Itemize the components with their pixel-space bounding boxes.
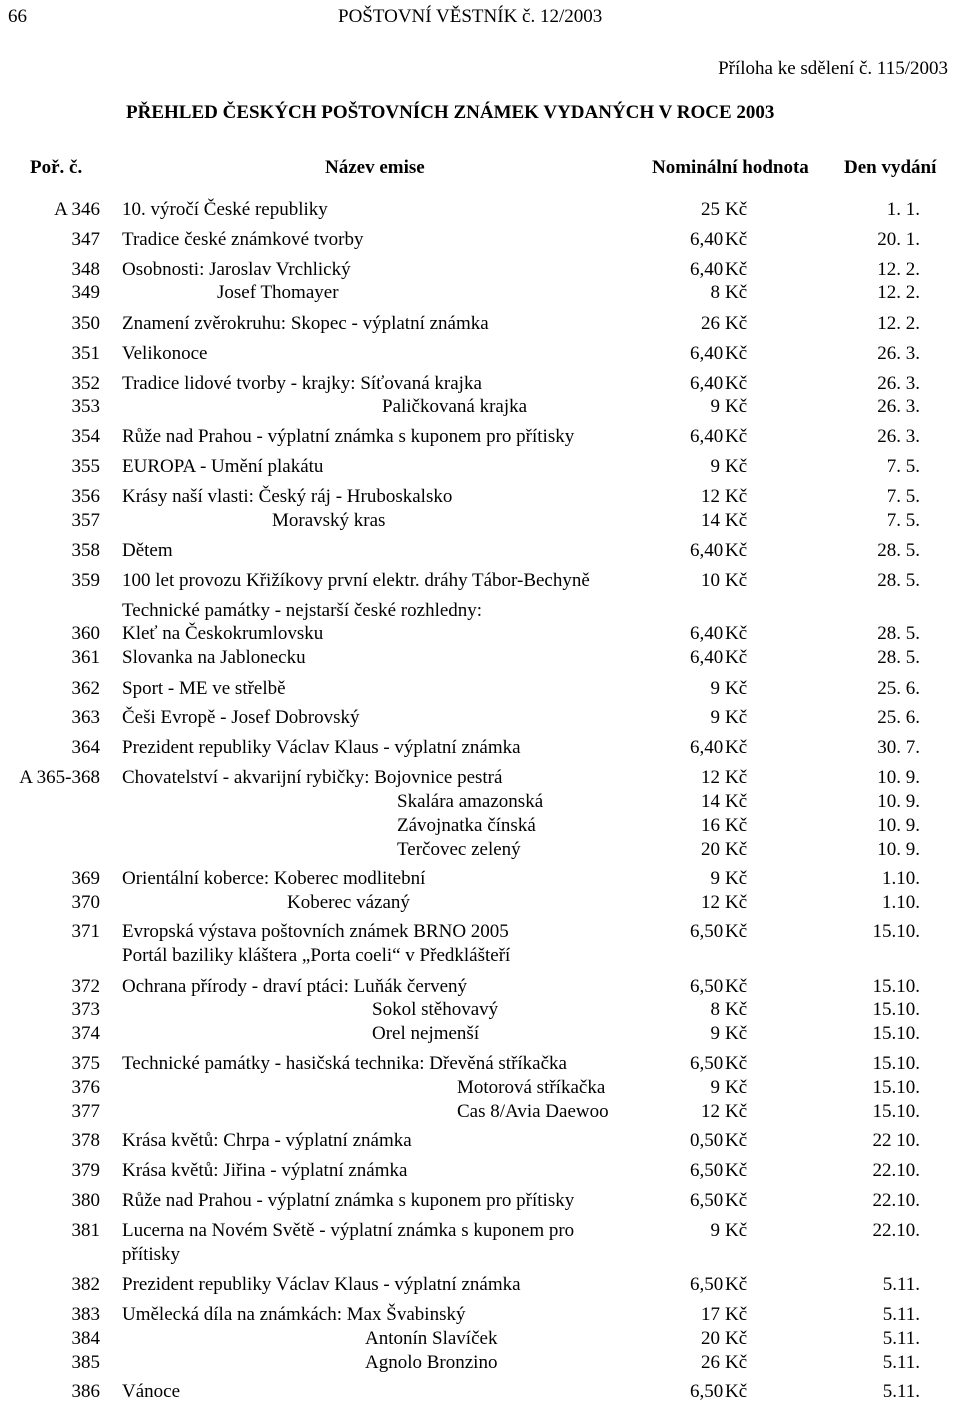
row-issue-date: 7. 5. (886, 510, 920, 531)
row-nominal-value: 6,40 (690, 623, 724, 644)
row-number: 361 (71, 647, 100, 668)
row-nominal-value: 6,50 (690, 1053, 724, 1074)
table-row (0, 1130, 960, 1152)
row-nominal-value: 14 (701, 510, 720, 531)
row-number: 385 (71, 1352, 100, 1373)
row-number: 381 (71, 1220, 100, 1241)
row-issue-date: 12. 2. (877, 282, 920, 303)
row-currency: Kč (725, 1274, 748, 1295)
row-issue-date: 20. 1. (877, 229, 920, 250)
row-issue-name: Ochrana přírody - draví ptáci: Luňák červený (122, 976, 468, 997)
table-row (0, 510, 960, 532)
table-row (0, 839, 960, 861)
row-currency: Kč (725, 486, 748, 507)
row-issue-name: 100 let provozu Křižíkovy první elektr. dráhy Tábor-Bechyně (122, 570, 590, 591)
row-issue-name: Osobnosti: Jaroslav Vrchlický (122, 259, 351, 280)
row-number: 382 (71, 1274, 100, 1295)
column-header-number: Poř. č. (30, 157, 83, 178)
row-issue-date: 5.11. (882, 1381, 920, 1402)
row-currency: Kč (725, 1077, 748, 1098)
row-nominal-value: 6,50 (690, 1274, 724, 1295)
row-issue-name: Růže nad Prahou - výplatní známka s kuponem pro přítisky (122, 1190, 575, 1211)
row-nominal-value: 6,50 (690, 1190, 724, 1211)
row-number: 377 (71, 1101, 100, 1122)
journal-title: POŠTOVNÍ VĚSTNÍK č. 12/2003 (338, 6, 603, 27)
row-number: 352 (71, 373, 100, 394)
row-number: 378 (71, 1130, 100, 1151)
row-nominal-value: 6,40 (690, 373, 724, 394)
row-number: 358 (71, 540, 100, 561)
row-nominal-value: 6,40 (690, 259, 724, 280)
row-nominal-value: 10 (701, 570, 720, 591)
row-issue-name: Tradice české známkové tvorby (122, 229, 364, 250)
row-nominal-value: 6,40 (690, 426, 724, 447)
row-currency: Kč (725, 426, 748, 447)
row-issue-name: Orientální koberce: Koberec modlitební (122, 868, 426, 889)
row-issue-date: 28. 5. (877, 570, 920, 591)
row-currency: Kč (725, 199, 748, 220)
table-row (0, 678, 960, 700)
row-issue-name: Sokol stěhovavý (372, 999, 499, 1020)
row-number: 375 (71, 1053, 100, 1074)
row-issue-date: 22.10. (872, 1190, 920, 1211)
row-currency: Kč (725, 1190, 748, 1211)
row-nominal-value: 14 (701, 791, 720, 812)
row-issue-name: Znamení zvěrokruhu: Skopec - výplatní známka (122, 313, 489, 334)
row-number: 363 (71, 707, 100, 728)
table-row (0, 486, 960, 508)
row-nominal-value: 12 (701, 767, 720, 788)
row-issue-date: 12. 2. (877, 259, 920, 280)
row-nominal-value: 12 (701, 486, 720, 507)
row-issue-date: 5.11. (882, 1328, 920, 1349)
row-issue-date: 7. 5. (886, 456, 920, 477)
row-issue-name: Vánoce (122, 1381, 181, 1402)
row-currency: Kč (725, 1160, 748, 1181)
row-number: 355 (71, 456, 100, 477)
row-nominal-value: 9 (710, 1220, 720, 1241)
row-issue-name: Krása květů: Jiřina - výplatní známka (122, 1160, 408, 1181)
row-number: 359 (71, 570, 100, 591)
row-issue-date: 26. 3. (877, 426, 920, 447)
row-nominal-value: 8 (710, 999, 720, 1020)
row-currency: Kč (725, 1352, 748, 1373)
column-header-name: Název emise (325, 157, 425, 178)
table-row (0, 313, 960, 335)
table-row (0, 767, 960, 789)
row-currency: Kč (725, 229, 748, 250)
table-row (0, 426, 960, 448)
row-currency: Kč (725, 343, 748, 364)
table-row (0, 1077, 960, 1099)
row-currency: Kč (725, 976, 748, 997)
row-currency: Kč (725, 623, 748, 644)
row-issue-name: Růže nad Prahou - výplatní známka s kuponem pro přítisky (122, 426, 575, 447)
row-currency: Kč (725, 282, 748, 303)
row-issue-date: 25. 6. (877, 678, 920, 699)
row-issue-date: 5.11. (882, 1274, 920, 1295)
table-row (0, 1220, 960, 1242)
row-issue-date: 25. 6. (877, 707, 920, 728)
row-currency: Kč (725, 1304, 748, 1325)
row-issue-name: Cas 8/Avia Daewoo (457, 1101, 609, 1122)
row-currency: Kč (725, 1023, 748, 1044)
row-nominal-value: 16 (701, 815, 720, 836)
row-issue-date: 10. 9. (877, 791, 920, 812)
row-nominal-value: 12 (701, 892, 720, 913)
row-number: 370 (71, 892, 100, 913)
row-issue-date: 22 10. (872, 1130, 920, 1151)
table-row (0, 1274, 960, 1296)
row-number: 354 (71, 426, 100, 447)
row-number: 349 (71, 282, 100, 303)
row-issue-name: Moravský kras (272, 510, 386, 531)
row-issue-name: Prezident republiky Václav Klaus - výplatní známka (122, 737, 521, 758)
row-number: 356 (71, 486, 100, 507)
row-issue-name: Agnolo Bronzino (365, 1352, 498, 1373)
table-row (0, 737, 960, 759)
table-row (0, 945, 960, 967)
row-currency: Kč (725, 707, 748, 728)
table-row (0, 282, 960, 304)
table-row (0, 343, 960, 365)
row-currency: Kč (725, 839, 748, 860)
row-issue-date: 15.10. (872, 1077, 920, 1098)
table-row (0, 1328, 960, 1350)
row-issue-name: 10. výročí České republiky (122, 199, 328, 220)
row-issue-name: Chovatelství - akvarijní rybičky: Bojovnice pestrá (122, 767, 503, 788)
table-row (0, 815, 960, 837)
row-issue-name: Češi Evropě - Josef Dobrovský (122, 707, 360, 728)
row-number: 383 (71, 1304, 100, 1325)
row-number: 360 (71, 623, 100, 644)
row-issue-date: 15.10. (872, 1053, 920, 1074)
row-issue-name: Krása květů: Chrpa - výplatní známka (122, 1130, 412, 1151)
row-nominal-value: 6,50 (690, 1381, 724, 1402)
row-number: 351 (71, 343, 100, 364)
row-currency: Kč (725, 678, 748, 699)
row-number: 379 (71, 1160, 100, 1181)
row-nominal-value: 8 (710, 282, 720, 303)
attachment-reference: Příloha ke sdělení č. 115/2003 (718, 58, 948, 79)
row-issue-date: 28. 5. (877, 540, 920, 561)
column-header-value: Nominální hodnota (652, 157, 809, 178)
row-number: 357 (71, 510, 100, 531)
table-row (0, 1023, 960, 1045)
row-issue-date: 10. 9. (877, 815, 920, 836)
table-row (0, 921, 960, 943)
row-issue-date: 1.10. (882, 892, 920, 913)
row-issue-name: Dětem (122, 540, 173, 561)
row-issue-name: Paličkovaná krajka (382, 396, 528, 417)
row-nominal-value: 0,50 (690, 1130, 724, 1151)
row-currency: Kč (725, 313, 748, 334)
row-issue-name: Kleť na Českokrumlovsku (122, 623, 324, 644)
row-issue-date: 26. 3. (877, 373, 920, 394)
document-title: PŘEHLED ČESKÝCH POŠTOVNÍCH ZNÁMEK VYDANÝCH V ROCE 2003 (126, 102, 775, 123)
row-issue-name: Orel nejmenší (372, 1023, 480, 1044)
row-number: 371 (71, 921, 100, 942)
row-nominal-value: 9 (710, 868, 720, 889)
table-row (0, 1352, 960, 1374)
row-issue-date: 5.11. (882, 1304, 920, 1325)
row-number: 380 (71, 1190, 100, 1211)
row-nominal-value: 17 (701, 1304, 720, 1325)
row-currency: Kč (725, 791, 748, 812)
table-row (0, 623, 960, 645)
row-issue-date: 26. 3. (877, 343, 920, 364)
table-row (0, 1160, 960, 1182)
row-currency: Kč (725, 647, 748, 668)
row-issue-date: 30. 7. (877, 737, 920, 758)
row-currency: Kč (725, 815, 748, 836)
row-issue-name: Terčovec zelený (397, 839, 521, 860)
row-issue-name: Tradice lidové tvorby - krajky: Síťovaná krajka (122, 373, 482, 394)
row-issue-date: 22.10. (872, 1160, 920, 1181)
row-issue-date: 15.10. (872, 921, 920, 942)
row-issue-name: Velikonoce (122, 343, 208, 364)
table-row (0, 707, 960, 729)
row-number: A 365-368 (19, 767, 100, 788)
row-issue-name: přítisky (122, 1244, 181, 1265)
row-issue-date: 12. 2. (877, 313, 920, 334)
row-number: 362 (71, 678, 100, 699)
table-row (0, 1244, 960, 1266)
row-issue-date: 10. 9. (877, 839, 920, 860)
row-currency: Kč (725, 1101, 748, 1122)
row-issue-date: 10. 9. (877, 767, 920, 788)
table-row (0, 570, 960, 592)
row-number: A 346 (54, 199, 100, 220)
row-nominal-value: 9 (710, 1023, 720, 1044)
row-issue-date: 1.10. (882, 868, 920, 889)
row-issue-date: 7. 5. (886, 486, 920, 507)
row-nominal-value: 9 (710, 707, 720, 728)
row-number: 350 (71, 313, 100, 334)
row-number: 384 (71, 1328, 100, 1349)
row-currency: Kč (725, 999, 748, 1020)
table-row (0, 791, 960, 813)
row-issue-date: 22.10. (872, 1220, 920, 1241)
row-number: 386 (71, 1381, 100, 1402)
row-issue-date: 15.10. (872, 1023, 920, 1044)
row-issue-date: 15.10. (872, 999, 920, 1020)
row-number: 353 (71, 396, 100, 417)
row-issue-name: Slovanka na Jablonecku (122, 647, 306, 668)
row-issue-name: Motorová stříkačka (457, 1077, 606, 1098)
row-nominal-value: 6,50 (690, 1160, 724, 1181)
row-number: 347 (71, 229, 100, 250)
row-issue-date: 15.10. (872, 1101, 920, 1122)
row-currency: Kč (725, 892, 748, 913)
row-nominal-value: 9 (710, 1077, 720, 1098)
row-issue-name: Josef Thomayer (217, 282, 339, 303)
row-issue-name: Krásy naší vlasti: Český ráj - Hruboskalsko (122, 486, 453, 507)
row-number: 374 (71, 1023, 100, 1044)
row-number: 348 (71, 259, 100, 280)
row-nominal-value: 6,50 (690, 976, 724, 997)
row-nominal-value: 12 (701, 1101, 720, 1122)
row-number: 373 (71, 999, 100, 1020)
row-currency: Kč (725, 510, 748, 531)
table-row (0, 1053, 960, 1075)
row-issue-date: 28. 5. (877, 623, 920, 644)
row-nominal-value: 6,40 (690, 229, 724, 250)
table-row (0, 229, 960, 251)
row-currency: Kč (725, 570, 748, 591)
row-nominal-value: 20 (701, 1328, 720, 1349)
row-nominal-value: 9 (710, 678, 720, 699)
row-currency: Kč (725, 1328, 748, 1349)
row-issue-name: Evropská výstava poštovních známek BRNO 2005 (122, 921, 509, 942)
row-nominal-value: 6,40 (690, 540, 724, 561)
row-nominal-value: 6,40 (690, 343, 724, 364)
row-issue-name: Umělecká díla na známkách: Max Švabinský (122, 1304, 466, 1325)
table-row (0, 540, 960, 562)
row-issue-name: Technické památky - hasičská technika: Dřevěná stříkačka (122, 1053, 567, 1074)
row-issue-name: Koberec vázaný (287, 892, 410, 913)
table-row (0, 1190, 960, 1212)
row-nominal-value: 6,40 (690, 737, 724, 758)
table-row (0, 600, 960, 622)
row-issue-name: Sport - ME ve střelbě (122, 678, 286, 699)
row-currency: Kč (725, 868, 748, 889)
row-issue-name: Technické památky - nejstarší české rozhledny: (122, 600, 483, 621)
row-nominal-value: 25 (701, 199, 720, 220)
row-nominal-value: 9 (710, 456, 720, 477)
row-issue-date: 26. 3. (877, 396, 920, 417)
row-nominal-value: 9 (710, 396, 720, 417)
row-currency: Kč (725, 456, 748, 477)
row-issue-name: Závojnatka čínská (397, 815, 536, 836)
row-nominal-value: 6,40 (690, 647, 724, 668)
row-currency: Kč (725, 767, 748, 788)
page-number: 66 (8, 6, 27, 27)
row-nominal-value: 20 (701, 839, 720, 860)
row-issue-date: 1. 1. (886, 199, 920, 220)
row-currency: Kč (725, 373, 748, 394)
row-issue-date: 28. 5. (877, 647, 920, 668)
row-issue-name: Portál baziliky kláštera „Porta coeli“ v Předklášteří (122, 945, 511, 966)
table-row (0, 396, 960, 418)
row-issue-name: Lucerna na Novém Světě - výplatní známka s kuponem pro (122, 1220, 575, 1241)
column-header-date: Den vydání (844, 157, 937, 178)
row-issue-name: Skalára amazonská (397, 791, 544, 812)
row-number: 372 (71, 976, 100, 997)
table-row (0, 456, 960, 478)
table-row (0, 373, 960, 395)
row-currency: Kč (725, 1130, 748, 1151)
row-currency: Kč (725, 921, 748, 942)
row-issue-name: Prezident republiky Václav Klaus - výplatní známka (122, 1274, 521, 1295)
table-row (0, 259, 960, 281)
row-nominal-value: 6,50 (690, 921, 724, 942)
row-currency: Kč (725, 1053, 748, 1074)
row-currency: Kč (725, 1381, 748, 1402)
row-currency: Kč (725, 396, 748, 417)
row-nominal-value: 26 (701, 313, 720, 334)
table-row (0, 1304, 960, 1326)
row-currency: Kč (725, 1220, 748, 1241)
row-number: 369 (71, 868, 100, 889)
table-row (0, 892, 960, 914)
table-row (0, 868, 960, 890)
row-number: 376 (71, 1077, 100, 1098)
row-currency: Kč (725, 540, 748, 561)
table-row (0, 199, 960, 221)
table-row (0, 976, 960, 998)
table-row (0, 999, 960, 1021)
row-nominal-value: 26 (701, 1352, 720, 1373)
row-number: 364 (71, 737, 100, 758)
table-row (0, 1101, 960, 1123)
table-row (0, 647, 960, 669)
row-issue-name: EUROPA - Umění plakátu (122, 456, 324, 477)
row-issue-date: 5.11. (882, 1352, 920, 1373)
row-currency: Kč (725, 737, 748, 758)
row-issue-date: 15.10. (872, 976, 920, 997)
row-currency: Kč (725, 259, 748, 280)
table-row (0, 1381, 960, 1403)
row-issue-name: Antonín Slavíček (365, 1328, 498, 1349)
